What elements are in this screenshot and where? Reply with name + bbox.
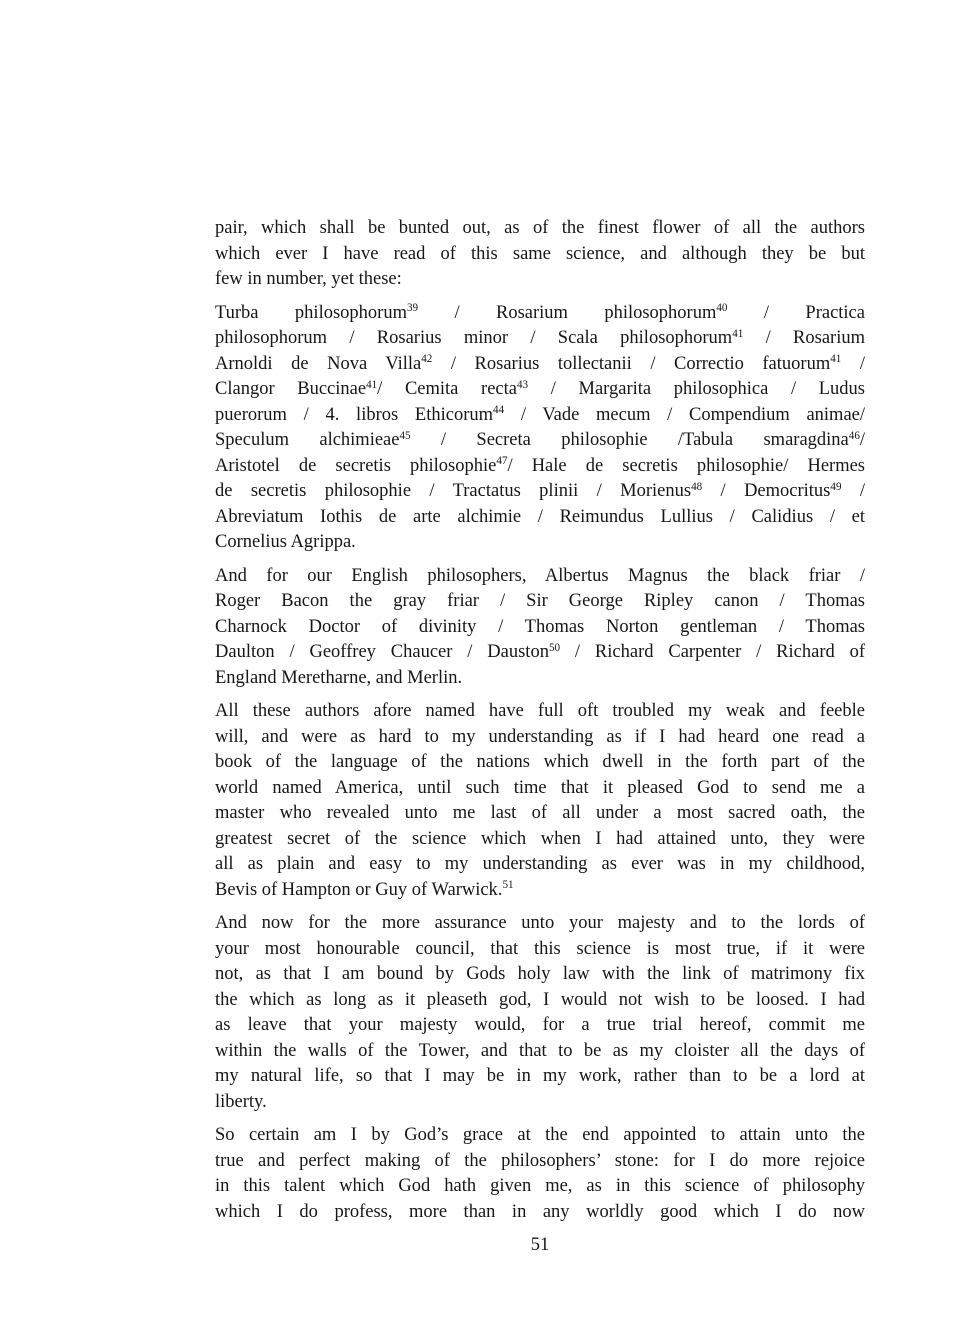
footnote-ref: 41 [732,327,744,340]
footnote-ref: 44 [493,404,505,417]
paragraph [215,216,865,293]
footnote-ref: 49 [830,480,842,493]
text-line: liberty. [215,1091,267,1112]
footnote-ref: 41 [366,378,378,391]
text-line: my natural life, so that I may be in my work, rather than to be a lord at [215,1066,865,1086]
paragraph [215,699,865,903]
footnote-ref: 50 [548,641,561,654]
text-line: few in number, yet these: [215,269,402,289]
paragraph [215,564,865,692]
text-line: puerorum / 4. libros Ethicorum$^{44}$ / Vade mecum / Compendium animae/ [215,404,866,425]
text-line: the which as long as it pleaseth god, I would not wish to be loosed. I had [215,989,865,1010]
text-line: book of the language of the nations which dwell in the forth part of the [215,752,865,772]
text-line: greatest secret of the science which when I had attained unto, they were [215,828,865,849]
text-line: within the walls of the Tower, and that to be as my cloister all the days of [215,1040,865,1061]
text-line: Roger Bacon the gray friar / Sir George Ripley canon / Thomas [215,591,865,611]
footnote-ref: 42 [421,353,433,366]
footnote-ref: 51 [502,879,514,892]
text-line: true and perfect making of the philosophers’ stone: for I do more rejoice [215,1150,865,1171]
text-line: Cornelius Agrippa. [215,532,356,552]
text-line: which ever I have read of this same science, and although they be but [215,243,865,264]
text-line: Aristotel de secretis philosophie$^{47}$/ Hale de secretis philosophie/ Hermes [215,455,865,476]
footnote-ref: 48 [691,480,703,493]
text-line: Charnock Doctor of divinity / Thomas Norton gentleman / Thomas [215,616,865,637]
text-line: All these authors afore named have full oft troubled my weak and feeble [215,701,865,721]
text-line: master who revealed unto me last of all under a most sacred oath, the [215,803,865,823]
text-block [215,216,865,1259]
text-line: So certain am I by God’s grace at the end appointed to attain unto the [215,1125,865,1145]
text-line: Arnoldi de Nova Villa$^{42}$ / Rosarius tollectanii / Correctio fatuorum$^{41}$ / [215,353,865,374]
text-line: which I do profess, more than in any worldly good which I do now [215,1201,865,1222]
text-line: philosophorum / Rosarius minor / Scala philosophorum$^{41}$ / Rosarium [215,327,865,348]
text-line: de secretis philosophie / Tractatus plinii / Morienus$^{48}$ / Democritus$^{49}$ / [215,480,866,501]
footnote-ref: 46 [848,429,860,442]
text-line: Abreviatum Iothis de arte alchimie / Reimundus Lullius / Calidius / et [215,506,865,527]
text-line: all as plain and easy to my understanding as ever was in my childhood, [215,854,865,874]
text-line: in this talent which God hath given me, as in this science of philosophy [215,1176,865,1196]
text-line: pair, which shall be bunted out, as of the finest flower of all the authors [215,218,865,238]
footnote-ref: 47 [496,455,508,468]
text-line: Bevis of Hampton or Guy of Warwick.$^{51}$ [215,879,514,900]
paragraph [215,911,865,1115]
footnote-ref: 39 [406,302,419,315]
footnote-ref: 45 [399,429,411,442]
text-line: Speculum alchimieae$^{45}$ / Secreta philosophie /Tabula smaragdina$^{46}$/ [215,429,865,450]
text-line: England Meretharne, and Merlin. [215,667,463,688]
text-line: Turba philosophorum$^{39}$ / Rosarium philosophorum$^{40}$ / Practica [215,302,865,323]
paragraphs-container [215,216,865,1225]
text-line: And for our English philosophers, Albertus Magnus the black friar / [215,565,865,586]
paragraph [215,301,865,556]
text-line: your most honourable council, that this science is most true, if it were [215,938,865,959]
footnote-ref: 40 [716,302,728,315]
footnote-ref: 41 [830,353,842,366]
text-line: will, and were as hard to my understanding as if I had heard one read a [215,726,865,747]
text-line: And now for the more assurance unto your majesty and to the lords of [215,913,865,933]
text-line: as leave that your majesty would, for a true trial hereof, commit me [215,1015,865,1035]
paragraph [215,1123,865,1225]
text-line: Clangor Buccinae$^{41}$/ Cemita recta$^{43}$ / Margarita philosophica / Ludus [215,378,865,399]
page-number: 51 [530,1235,550,1255]
text-line: world named America, until such time that it pleased God to send me a [215,777,865,798]
text-line: not, as that I am bound by Gods holy law with the link of matrimony fix [215,964,865,984]
text-line: Daulton / Geoffrey Chaucer / Dauston$^{50}$ / Richard Carpenter / Richard of [215,641,866,662]
footnote-ref: 43 [516,378,529,391]
